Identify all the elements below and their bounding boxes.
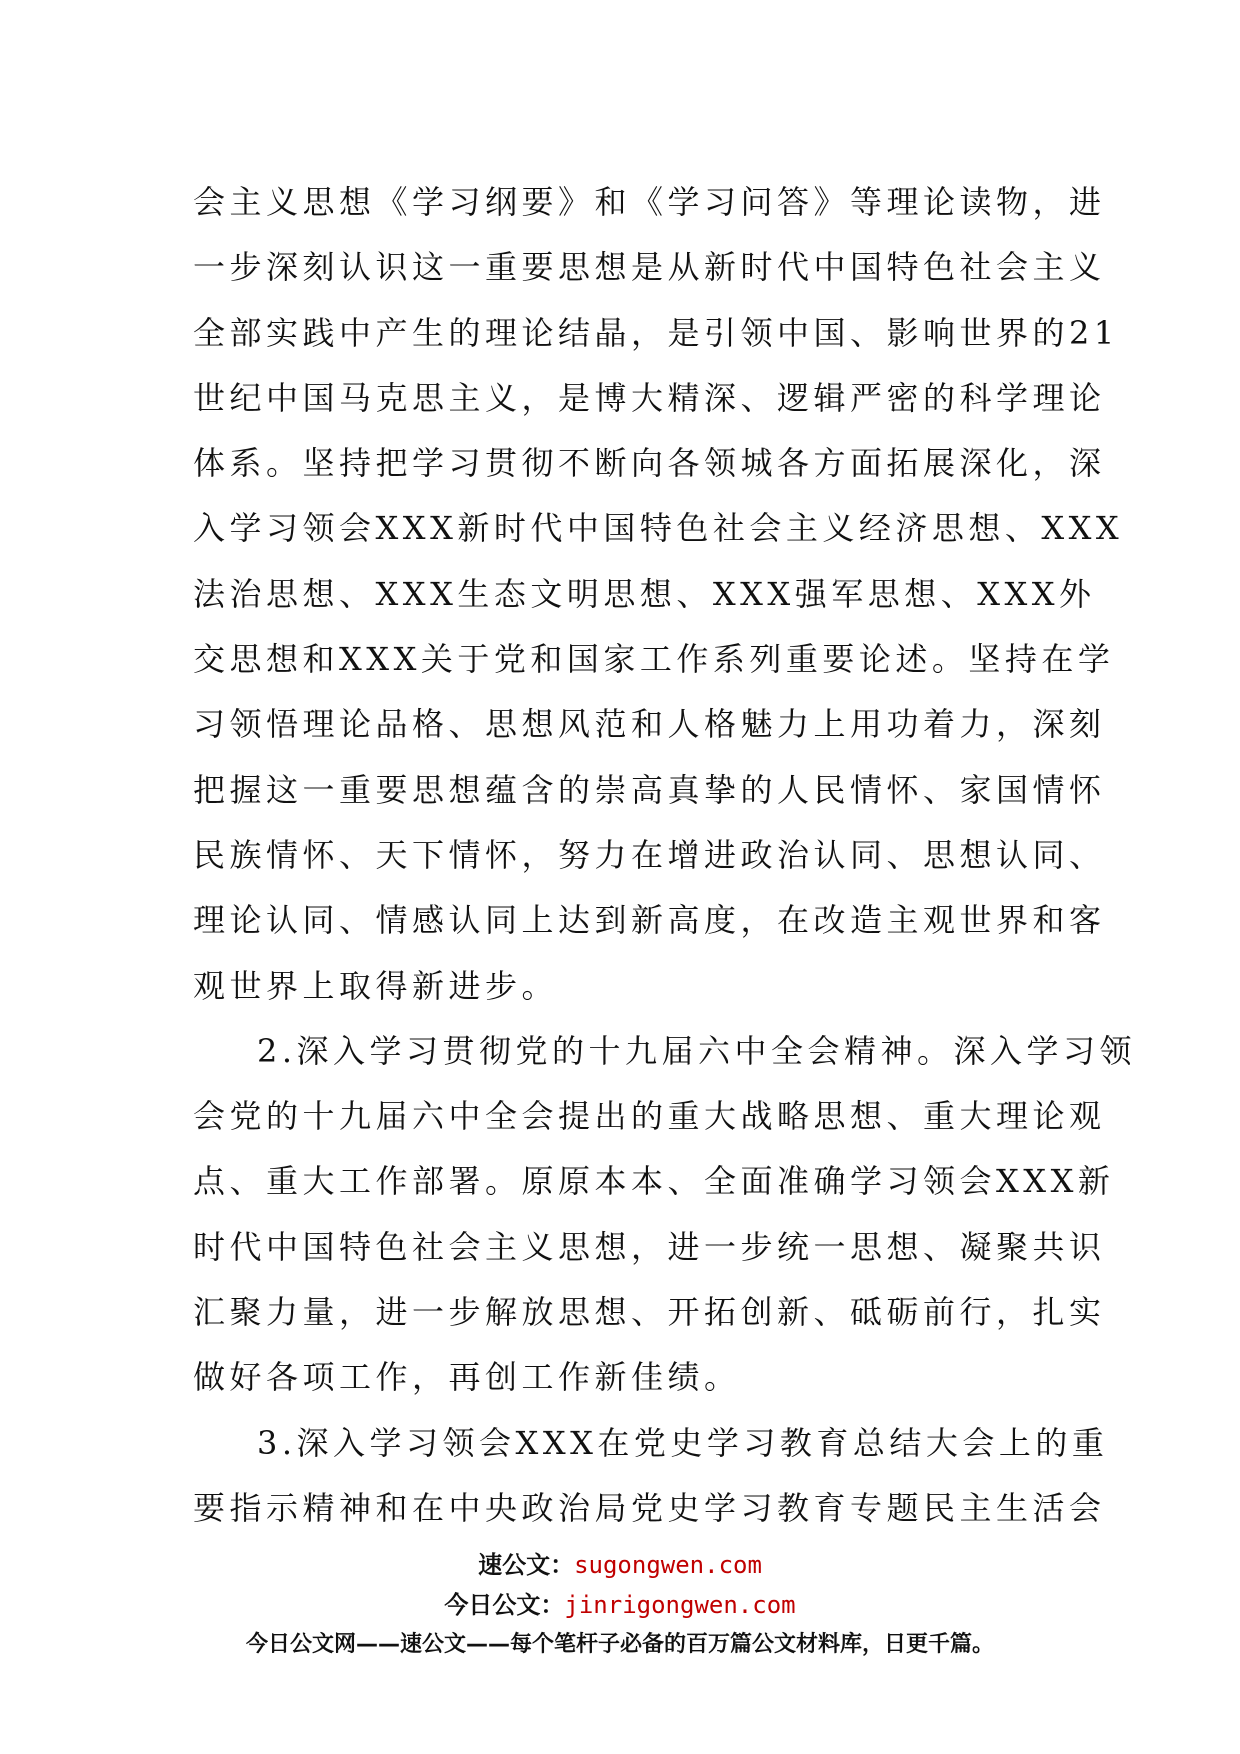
footer-link-sugongwen[interactable]: sugongwen.com <box>574 1551 762 1579</box>
text-line: 习领悟理论品格、思想风范和人格魅力上用功着力，深刻 <box>193 705 1106 744</box>
paragraph-2-start: 2.深入学习贯彻党的十九届六中全会精神。深入学习领 <box>257 1031 1137 1070</box>
text-line: 汇聚力量，进一步解放思想、开拓创新、砥砺前行，扎实 <box>193 1293 1106 1332</box>
footer-tagline: 今日公文网——速公文——每个笔杆子必备的百万篇公文材料库，日更千篇。 <box>245 1632 994 1657</box>
footer-label-jinrigongwen: 今日公文： <box>444 1591 565 1619</box>
text-line: 民族情怀、天下情怀，努力在增进政治认同、思想认同、 <box>193 835 1106 874</box>
text-line: 点、重大工作部署。原原本本、全面准确学习领会XXX新 <box>193 1162 1115 1201</box>
text-line: 会主义思想《学习纲要》和《学习问答》等理论读物，进 <box>193 183 1106 221</box>
text-line: 体系。坚持把学习贯彻不断向各领城各方面拓展深化，深 <box>193 444 1106 483</box>
text-line: 理论认同、情感认同上达到新高度，在改造主观世界和客 <box>193 901 1106 940</box>
text-line: 要指示精神和在中央政治局党史学习教育专题民主生活会 <box>193 1488 1106 1527</box>
text-line: 一步深刻认识这一重要思想是从新时代中国特色社会主义 <box>193 248 1106 287</box>
text-line: 时代中国特色社会主义思想，进一步统一思想、凝聚共识 <box>193 1227 1106 1266</box>
footer-sugongwen <box>0 1545 1240 1580</box>
text-line: 交思想和XXX关于党和国家工作系列重要论述。坚持在学 <box>193 640 1115 679</box>
text-line: 观世界上取得新进步。 <box>193 966 559 1005</box>
text-line: 入学习领会XXX新时代中国特色社会主义经济思想、XXX <box>193 509 1124 548</box>
text-line: 把握这一重要思想蕴含的崇高真挚的人民情怀、家国情怀 <box>193 770 1106 809</box>
document-body <box>193 170 1137 1541</box>
text-line: 会党的十九届六中全会提出的重大战略思想、重大理论观 <box>193 1097 1106 1136</box>
text-line: 做好各项工作，再创工作新佳绩。 <box>193 1358 741 1397</box>
paragraph-3-start: 3.深入学习领会XXX在党史学习教育总结大会上的重 <box>257 1423 1109 1462</box>
text-line: 法治思想、XXX生态文明思想、XXX强军思想、XXX外 <box>193 574 1096 613</box>
footer-link-jinrigongwen[interactable]: jinrigongwen.com <box>564 1591 796 1619</box>
text-line: 世纪中国马克思主义，是博大精深、逻辑严密的科学理论 <box>193 378 1106 417</box>
footer-jinrigongwen <box>0 1585 1240 1620</box>
footer-label-sugongwen: 速公文： <box>478 1551 575 1579</box>
text-line: 全部实践中产生的理论结晶，是引领中国、影响世界的21 <box>193 313 1119 352</box>
